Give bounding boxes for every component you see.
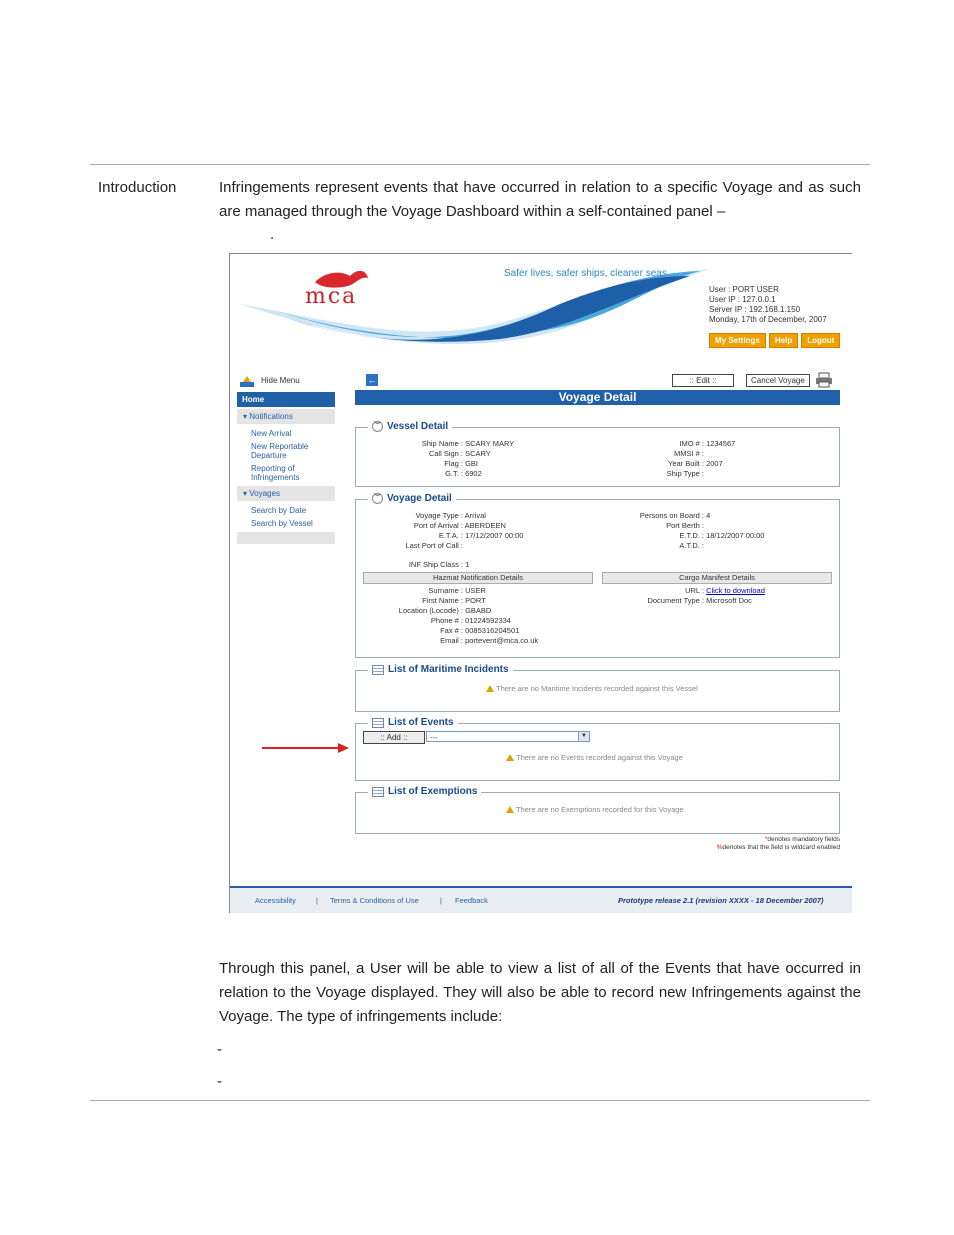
inf-class-label: INF Ship Class : (408, 560, 463, 569)
events-label: List of Events (388, 717, 454, 728)
year-built-label: Year Built : (668, 459, 704, 468)
flag-label: Flag : (444, 459, 463, 468)
ship-type-label: Ship Type : (666, 469, 704, 478)
printer-icon[interactable] (815, 372, 833, 388)
first-name-value: PORT (465, 596, 486, 605)
red-arrow-icon (262, 740, 350, 756)
list-bullet: - (217, 1041, 222, 1058)
persons-value: 4 (706, 511, 711, 520)
call-sign-label: Call Sign : (428, 449, 463, 458)
terms-link[interactable]: Terms & Conditions of Use (330, 896, 419, 905)
field-inf-class (356, 560, 469, 569)
user-ip: User IP : 127.0.0.1 (709, 295, 776, 304)
list-icon (372, 787, 384, 797)
call-sign-value: SCARY (465, 449, 491, 458)
collapse-icon: ︾ (372, 421, 383, 432)
incidents-title[interactable] (368, 664, 513, 675)
events-empty-message (506, 753, 683, 762)
field-email (356, 636, 538, 645)
nav-new-arrival[interactable]: New Arrival (251, 429, 292, 438)
document-type-label: Document Type : (647, 596, 704, 605)
atd-label: A.T.D. : (679, 541, 704, 550)
top-rule (90, 164, 870, 165)
edit-button[interactable]: :: Edit :: (672, 374, 734, 387)
phone-value: 01224592334 (465, 616, 511, 625)
slogan: Safer lives, safer ships, cleaner seas (504, 268, 667, 279)
nav-new-reportable-departure[interactable]: New Reportable Departure (251, 442, 309, 460)
field-persons-on-board (606, 511, 710, 520)
list-icon (372, 718, 384, 728)
field-last-port (356, 541, 463, 550)
exemptions-empty-text: There are no Exemptions recorded for this Voyage (516, 805, 684, 814)
nav-notifications[interactable]: ▾ Notifications (237, 409, 335, 424)
maritime-incidents-panel (355, 664, 840, 712)
screenshot-panel (229, 253, 852, 913)
persons-label: Persons on Board : (639, 511, 704, 520)
feedback-link[interactable]: Feedback (455, 896, 488, 905)
cancel-voyage-button[interactable]: Cancel Voyage (746, 374, 810, 387)
field-fax (356, 626, 519, 635)
field-location (356, 606, 491, 615)
fax-value: 0085316204501 (465, 626, 520, 635)
mca-logo: mca (305, 284, 358, 309)
field-atd (606, 541, 704, 550)
incidents-empty-message (486, 684, 698, 693)
field-etd (606, 531, 764, 540)
vessel-detail-label: Vessel Detail (387, 421, 449, 432)
events-title[interactable] (368, 717, 458, 728)
field-document-type (606, 596, 752, 605)
collapse-icon: ︾ (372, 493, 383, 504)
user-name: User : PORT USER (709, 285, 779, 294)
event-type-select[interactable] (426, 731, 590, 742)
warning-icon (506, 806, 514, 813)
field-imo (606, 439, 735, 448)
hide-menu-button[interactable] (237, 372, 335, 390)
nav-reporting-infringements[interactable]: Reporting of Infringements (251, 464, 300, 482)
page-title: Voyage Detail (355, 390, 840, 405)
port-of-arrival-value: ABERDEEN (464, 521, 506, 530)
release-note: Prototype release 2.1 (revision XXXX - 18 December 2007) (618, 896, 824, 905)
nav-voyages[interactable]: ▾ Voyages (237, 486, 335, 501)
body-paragraph: Through this panel, a User will be able to view a list of all of the Events that have occurred in relation to the Voyage displayed. They will also be able to record new Infringements against the Voyage. The type of infringements include: (219, 960, 861, 1025)
left-nav (237, 372, 335, 544)
flag-value: GBI (465, 459, 479, 468)
section-label: Introduction (98, 179, 177, 196)
year-built-value: 2007 (706, 459, 723, 468)
hide-menu-icon (239, 374, 255, 388)
ship-name-label: Ship Name : (421, 439, 463, 448)
my-settings-button[interactable]: My Settings (709, 333, 766, 348)
wildcard-note-text: denotes that the field is wildcard enabled (722, 844, 840, 851)
imo-value: 1234567 (706, 439, 736, 448)
field-port-berth (606, 521, 704, 530)
events-empty-text: There are no Events recorded against this Voyage (516, 753, 683, 762)
nav-notifications-label: Notifications (249, 412, 293, 421)
mmsi-label: MMSI # : (673, 449, 704, 458)
trailing-period: . (270, 226, 275, 243)
field-call-sign (356, 449, 491, 458)
warning-icon (486, 685, 494, 692)
etd-label: E.T.D. : (679, 531, 704, 540)
nav-search-by-date[interactable]: Search by Date (251, 506, 307, 515)
exemptions-label: List of Exemptions (388, 786, 478, 797)
url-label: URL : (685, 586, 704, 595)
nav-footer-bar (237, 532, 335, 544)
chevron-down-icon[interactable]: ▼ (578, 732, 589, 741)
voyage-detail-panel (355, 493, 840, 658)
field-flag (356, 459, 478, 468)
voyage-type-label: Voyage Type : (415, 511, 463, 520)
add-event-button[interactable]: :: Add :: (363, 731, 425, 744)
mandatory-note: *denotes mandatory fields (764, 836, 840, 843)
gt-label: G.T. : (445, 469, 463, 478)
eta-label: E.T.A. : (438, 531, 463, 540)
field-ship-type (606, 469, 704, 478)
nav-home[interactable]: Home (237, 392, 335, 407)
back-arrow-icon[interactable]: ← (367, 375, 377, 385)
vessel-detail-panel (355, 421, 840, 487)
field-port-of-arrival (356, 521, 506, 530)
exemptions-panel (355, 786, 840, 834)
location-label: Location (Locode) : (398, 606, 463, 615)
event-type-value: --- (430, 733, 438, 742)
eta-value: 17/12/2007 00:00 (465, 531, 524, 540)
user-info (709, 285, 827, 325)
exemptions-title[interactable] (368, 786, 481, 797)
field-gt (356, 469, 482, 478)
location-value: GBABD (465, 606, 492, 615)
email-value: portevent@mca.co.uk (465, 636, 539, 645)
warning-icon (506, 754, 514, 761)
field-ship-name (356, 439, 514, 448)
surname-value: USER (465, 586, 486, 595)
gt-value: 6902 (465, 469, 482, 478)
first-name-label: First Name : (422, 596, 463, 605)
last-port-label: Last Port of Call : (405, 541, 463, 550)
imo-label: IMO # : (679, 439, 704, 448)
incidents-label: List of Maritime Incidents (388, 664, 509, 675)
phone-label: Phone # : (430, 616, 463, 625)
field-url (606, 586, 765, 595)
nav-search-by-vessel[interactable]: Search by Vessel (251, 519, 313, 528)
field-year-built (606, 459, 723, 468)
hazmat-subheading: Hazmat Notification Details (363, 572, 593, 584)
wildcard-note: %denotes that the field is wildcard enabled (716, 844, 840, 851)
email-label: Email : (440, 636, 463, 645)
field-mmsi (606, 449, 704, 458)
surname-label: Surname : (428, 586, 463, 595)
port-berth-label: Port Berth : (666, 521, 704, 530)
logout-button[interactable]: Logout (801, 333, 840, 348)
voyage-detail-title[interactable] (368, 493, 456, 504)
list-bullet: - (217, 1073, 222, 1090)
incidents-empty-text: There are no Maritime Incidents recorded against this Vessel (496, 684, 698, 693)
footer-bar (230, 886, 852, 913)
exemptions-empty-message (506, 805, 684, 814)
field-first-name (356, 596, 486, 605)
top-buttons (709, 333, 840, 348)
field-eta (356, 531, 523, 540)
current-date: Monday, 17th of December, 2007 (709, 315, 827, 324)
footer-separator: | (316, 896, 318, 905)
vessel-detail-title[interactable] (368, 421, 452, 432)
port-of-arrival-label: Port of Arrival : (413, 521, 463, 530)
accessibility-link[interactable]: Accessibility (255, 896, 296, 905)
ship-name-value: SCARY MARY (465, 439, 515, 448)
inf-class-value: 1 (465, 560, 470, 569)
help-button[interactable]: Help (769, 333, 798, 348)
list-icon (372, 665, 384, 675)
main-panel (355, 372, 840, 851)
bottom-rule (90, 1100, 870, 1101)
download-link[interactable]: Click to download (706, 586, 765, 595)
mandatory-note-text: denotes mandatory fields (767, 836, 840, 843)
footer-separator: | (440, 896, 442, 905)
voyage-detail-label: Voyage Detail (387, 493, 452, 504)
etd-value: 18/12/2007 00:00 (706, 531, 765, 540)
nav-voyages-label: Voyages (249, 489, 280, 498)
hide-menu-label: Hide Menu (261, 376, 300, 385)
field-phone (356, 616, 511, 625)
voyage-type-value: Arrival (464, 511, 486, 520)
fax-label: Fax # : (440, 626, 463, 635)
server-ip: Server IP : 192.168.1.150 (709, 305, 801, 314)
intro-paragraph: Infringements represent events that have occurred in relation to a specific Voyage and as such are managed through the Voyage Dashboard within a self-contained panel – (219, 179, 861, 220)
field-surname (356, 586, 486, 595)
document-type-value: Microsoft Doc (706, 596, 752, 605)
events-panel (355, 717, 840, 781)
field-voyage-type (356, 511, 486, 520)
cargo-subheading: Cargo Manifest Details (602, 572, 832, 584)
toolbar (355, 372, 840, 390)
